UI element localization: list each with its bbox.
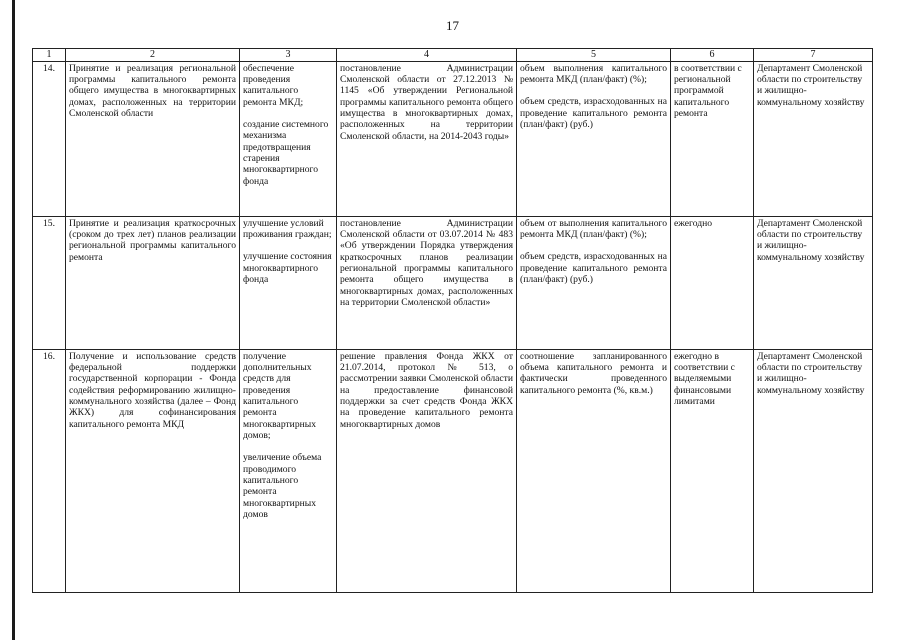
indicator-item: объем средств, израсходованных на проведение капитального ремонта (план/факт) (руб.) [520, 251, 667, 286]
indicator-item: объем средств, израсходованных на проведение капитального ремонта (план/факт) (руб.) [520, 96, 667, 131]
column-header: 1 [33, 49, 66, 62]
column-header: 3 [240, 49, 337, 62]
measure-cell [66, 61, 240, 216]
measure-text: Получение и использование средств федеральной поддержки государственной корпорации - Фонда содействия реформированию жилищно-коммунального хозяйства (далее – Фонд ЖКХ) для софинансирования капитального ремонта МКД [69, 350, 236, 430]
measures-table [32, 48, 873, 593]
purpose-item: обеспечение проведения капитального ремонта МКД; [243, 62, 304, 108]
table-row [33, 61, 873, 216]
legal-act-text: постановление Администрации Смоленской области от 27.12.2013 № 1145 «Об утверждении Региональной программы капитального ремонта общего имущества в многоквартирных домах, расположенных на территории Смоленской области, на 2014-2043 годы» [340, 62, 513, 142]
indicator-item: объем выполнения капитального ремонта МКД (план/факт) (%); [520, 62, 667, 86]
table-row [33, 216, 873, 349]
column-header: 7 [754, 49, 873, 62]
executor-cell [754, 349, 873, 592]
measure-cell [66, 349, 240, 592]
legal-act-cell [337, 61, 517, 216]
column-header: 6 [671, 49, 754, 62]
purpose-cell [240, 61, 337, 216]
executor-text: Департамент Смоленской области по строительству и жилищно-коммунальному хозяйству [757, 350, 865, 396]
executor-text: Департамент Смоленской области по строительству и жилищно-коммунальному хозяйству [757, 217, 865, 263]
executor-cell [754, 216, 873, 349]
measure-text: Принятие и реализация региональной программы капитального ремонта общего имущества в многоквартирных домах, расположенных на территории Смоленской области [69, 62, 236, 120]
purpose-cell [240, 216, 337, 349]
row-number: 14. [33, 61, 66, 216]
term-text: ежегодно в соответствии с выделяемыми финансовыми лимитами [674, 350, 735, 408]
column-header: 4 [337, 49, 517, 62]
page-number: 17 [446, 18, 459, 33]
purpose-item: улучшение условий проживания граждан; [243, 217, 332, 241]
legal-act-cell [337, 349, 517, 592]
purpose-item: создание системного механизма предотвращения старения многоквартирного фонда [243, 119, 329, 187]
legal-act-text: решение правления Фонда ЖКХ от 21.07.2014, протокол № 513, о рассмотрении заявки Смоленской области на предоставление финансовой поддержки за счет средств Фонда ЖКХ на проведение капитального ремонта многоквартирных домов [340, 350, 513, 430]
purpose-item: улучшение состояния многоквартирного фонда [243, 251, 332, 286]
term-cell [671, 349, 754, 592]
indicators-cell [517, 349, 671, 592]
indicator-item: соотношение запланированного объема капитального ремонта и фактически проведенного капитального ремонта (%, кв.м.) [520, 350, 667, 396]
indicators-cell [517, 61, 671, 216]
indicator-item: объем от выполнения капитального ремонта МКД (план/факт) (%); [520, 217, 667, 241]
term-text: в соответствии с региональной программой капитального ремонта [674, 62, 742, 120]
row-number: 16. [33, 349, 66, 592]
purpose-item: увеличение объема проводимого капитального ремонта многоквартирных домов [243, 452, 322, 520]
indicators-cell [517, 216, 671, 349]
row-number: 15. [33, 216, 66, 349]
executor-cell [754, 61, 873, 216]
table-row [33, 349, 873, 592]
column-header: 5 [517, 49, 671, 62]
legal-act-cell [337, 216, 517, 349]
left-margin-bar [12, 0, 15, 640]
measure-text: Принятие и реализация краткосрочных (сроком до трех лет) планов реализации региональной программы капитального ремонта [69, 217, 236, 263]
term-cell [671, 216, 754, 349]
purpose-cell [240, 349, 337, 592]
term-text: ежегодно [674, 217, 713, 229]
purpose-item: получение дополнительных средств для проведения капитального ремонта многоквартирных домов; [243, 350, 316, 441]
column-numbers-row [33, 49, 873, 62]
column-header: 2 [66, 49, 240, 62]
measure-cell [66, 216, 240, 349]
legal-act-text: постановление Администрации Смоленской области от 03.07.2014 № 483 «Об утверждении Порядка утверждения краткосрочных планов реализации региональной программы капитального ремонта общего имущества в многоквартирных домах, расположенных на территории Смоленской области» [340, 217, 513, 308]
executor-text: Департамент Смоленской области по строительству и жилищно-коммунальному хозяйству [757, 62, 865, 108]
term-cell [671, 61, 754, 216]
